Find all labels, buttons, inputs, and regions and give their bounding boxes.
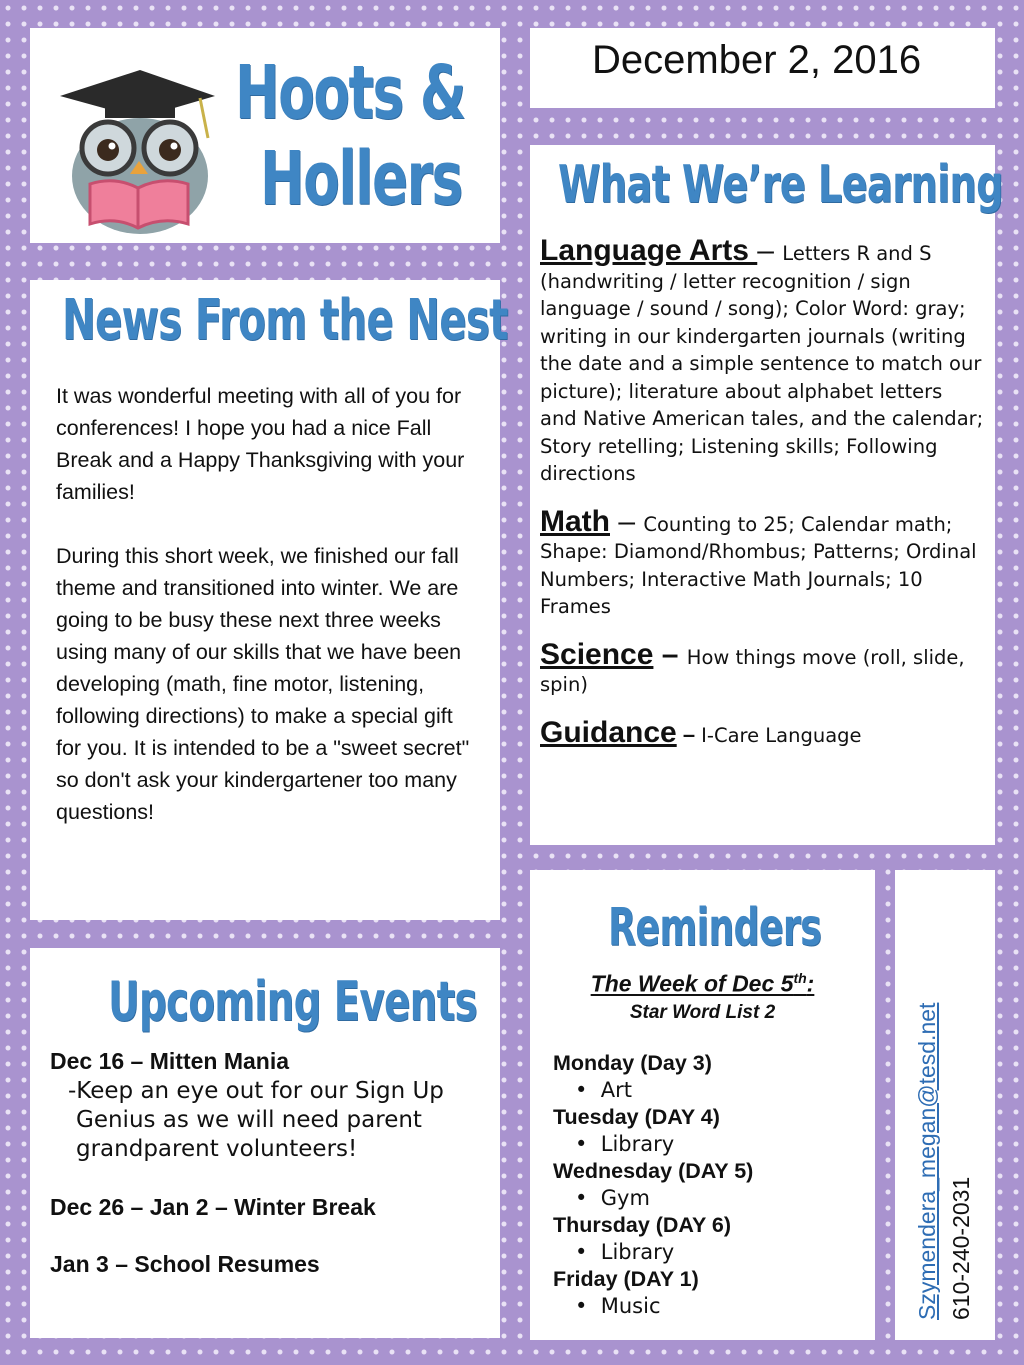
day-label: Tuesday (DAY 4) bbox=[553, 1105, 720, 1129]
subject-description: Counting to 25; Calendar math; Shape: Diamond/Rhombus; Patterns; Ordinal Numbers; Interactive Math Journals; 10 Frames bbox=[540, 512, 977, 618]
event-item bbox=[50, 1251, 490, 1278]
news-panel bbox=[30, 280, 508, 920]
subject-label: Science bbox=[540, 637, 654, 671]
contact-info bbox=[910, 890, 978, 1320]
event-heading: Dec 26 – Jan 2 – Winter Break bbox=[50, 1194, 376, 1220]
subject-dash: – bbox=[610, 504, 644, 538]
subject-description: How things move (roll, slide, spin) bbox=[540, 645, 965, 696]
subject-dash: – bbox=[757, 234, 783, 267]
event-heading: Dec 16 – Mitten Mania bbox=[50, 1048, 290, 1074]
day-label: Thursday (DAY 6) bbox=[553, 1213, 732, 1237]
activity-text: Library bbox=[600, 1240, 675, 1264]
activity-text: Music bbox=[600, 1294, 661, 1318]
learning-item-language-arts bbox=[540, 234, 985, 488]
learning-item-guidance bbox=[540, 715, 985, 750]
events-panel bbox=[30, 948, 500, 1338]
learning-item-science bbox=[540, 637, 985, 699]
learning-item-math bbox=[540, 504, 985, 621]
event-heading: Jan 3 – School Resumes bbox=[50, 1251, 320, 1277]
week-label-text: The Week of Dec 5 bbox=[590, 970, 794, 997]
events-body bbox=[50, 1048, 490, 1278]
day-label: Friday (DAY 1) bbox=[553, 1267, 699, 1291]
day-activity: • Gym bbox=[575, 1186, 650, 1210]
day-activity: • Library bbox=[575, 1240, 675, 1264]
day-activity: • Library bbox=[575, 1132, 675, 1156]
subject-label: Guidance bbox=[540, 715, 677, 749]
day-label: Monday (Day 3) bbox=[553, 1051, 712, 1075]
phone-number: 610-240-2031 bbox=[948, 1176, 974, 1320]
day-schedule bbox=[553, 1050, 753, 1320]
event-item bbox=[50, 1048, 490, 1164]
activity-text: Library bbox=[600, 1132, 675, 1156]
date-panel bbox=[530, 28, 995, 108]
newsletter-title-line1: Hoots & bbox=[235, 50, 465, 136]
activity-text: Gym bbox=[600, 1186, 650, 1210]
subject-dash: – bbox=[676, 721, 702, 747]
contact-panel bbox=[895, 870, 995, 1340]
subject-label: Language Arts bbox=[540, 234, 758, 267]
subject-description: Letters R and S (handwriting / letter recognition / sign language / sound / song); Color Word: gray; writing in our kindergarten journals (writing the date and a simple sentence to match our picture); literature about alphabet letters and Native American tales, and the calendar; Story retelling; Listening skills; Following directions bbox=[540, 242, 984, 485]
learning-heading: What We’re Learning bbox=[558, 155, 1003, 215]
day-activity: • Art bbox=[575, 1078, 632, 1102]
news-body bbox=[56, 380, 476, 860]
star-word-list: Star Word List 2 bbox=[629, 1002, 776, 1023]
masthead-panel bbox=[30, 28, 500, 243]
event-item bbox=[50, 1194, 490, 1221]
reminders-panel bbox=[530, 870, 875, 1340]
activity-text: Art bbox=[600, 1078, 632, 1102]
learning-body bbox=[540, 234, 985, 769]
newsletter-date: December 2, 2016 bbox=[592, 38, 922, 82]
week-label bbox=[530, 970, 875, 998]
week-label-sup: th bbox=[793, 970, 807, 986]
subject-description: I-Care Language bbox=[701, 723, 862, 747]
news-heading: News From the Nest bbox=[62, 288, 508, 353]
subject-dash: – bbox=[653, 637, 687, 671]
news-paragraph: During this short week, we finished our fall theme and transitioned into winter. We are going to be busy these next three weeks using many of our skills that we have been developing (math, fine motor, listening, following directions) to make a special gift for you. It is intended to be a "sweet secret" so don't ask your kindergartener too many questions! bbox=[56, 544, 470, 824]
news-paragraph: It was wonderful meeting with all of you for conferences! I hope you had a nice Fall Break and a Happy Thanksgiving with your families! bbox=[56, 384, 465, 504]
email-link[interactable]: Szymendera_megan@tesd.net bbox=[914, 1002, 940, 1320]
event-note: -Keep an eye out for our Sign Up Genius as we will need parent grandparent volunteers! bbox=[68, 1078, 444, 1162]
learning-panel bbox=[530, 145, 1003, 845]
day-label: Wednesday (DAY 5) bbox=[553, 1159, 754, 1183]
events-heading: Upcoming Events bbox=[108, 970, 477, 1033]
reminders-heading: Reminders bbox=[608, 898, 822, 958]
subject-label: Math bbox=[540, 504, 610, 538]
owl-graduate-icon bbox=[50, 56, 225, 236]
week-label-colon: : bbox=[806, 970, 815, 997]
newsletter-title-line2: Hollers bbox=[260, 136, 462, 222]
day-activity: • Music bbox=[575, 1294, 661, 1318]
